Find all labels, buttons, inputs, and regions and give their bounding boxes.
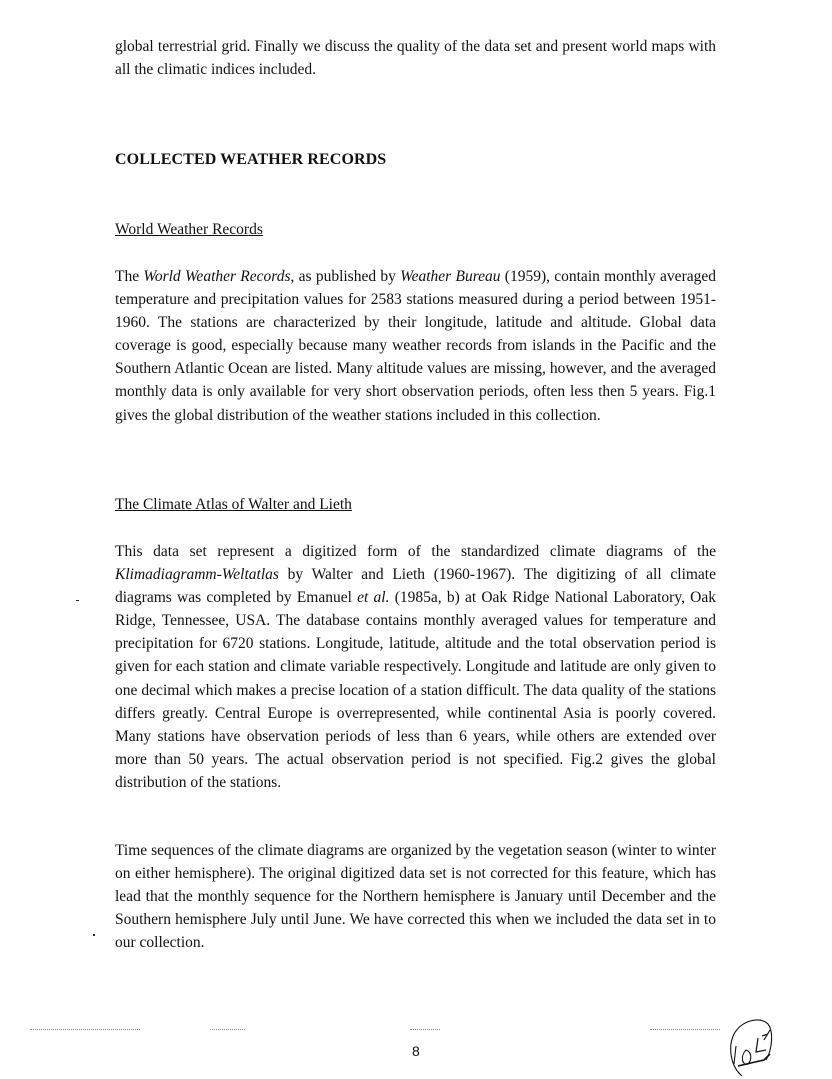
climate-atlas-paragraph-1 — [115, 540, 716, 794]
dotted-scan-line — [30, 1029, 140, 1031]
intro-paragraph: global terrestrial grid. Finally we discuss the quality of the data set and present world maps with all the climatic indices included. — [115, 38, 716, 79]
text-run: by Walter and Lieth (1960-1967). The digitizing of all climate diagrams was completed by Emanuel — [115, 566, 716, 607]
dotted-scan-line — [410, 1029, 440, 1031]
text-run: , as published by — [290, 268, 401, 285]
text-run: The — [115, 268, 144, 285]
italic-title-world-weather-records: World Weather Records — [143, 268, 291, 285]
subsection-heading-climate-atlas: The Climate Atlas of Walter and Lieth — [115, 496, 352, 513]
section-heading: COLLECTED WEATHER RECORDS — [115, 151, 387, 168]
climate-atlas-paragraph-2: Time sequences of the climate diagrams are organized by the vegetation season (winter to winter on either hemisphere). The original digitized data set is not corrected for this feature, which has lead that the monthly sequence for the Northern hemisphere is January until December and the Southern hemisphere July until June. We have corrected this when we included the data set in to our collection. — [115, 842, 716, 952]
dotted-scan-line — [650, 1029, 720, 1031]
italic-weather-bureau: Weather Bureau — [400, 268, 501, 285]
scan-speck — [93, 934, 95, 936]
dotted-scan-line — [210, 1029, 245, 1031]
scan-speck — [76, 600, 79, 601]
subsection-heading-world-weather-records: World Weather Records — [115, 221, 263, 238]
text-run: This data set represent a digitized form of the standardized climate diagrams of the — [115, 543, 716, 560]
italic-et-al: et al. — [357, 589, 390, 607]
page-number: 8 — [412, 1043, 420, 1059]
handwritten-mark-icon — [724, 1016, 784, 1078]
text-run: (1985a, b) at Oak Ridge National Laboratory, Oak Ridge, Tennessee, USA. The database contains monthly averaged values for temperature and precipitation for 6720 stations. Longitude, latitude, altitude and the total observation period is given for each station and climate variable respectively. Longitude and latitude are only given to one decimal which makes a precise location of a station difficult. The data quality of the stations differs greatly. Central Europe is overrepresented, while continental Asia is poorly covered. Many stations have observation periods of less than 6 years, while others are extended over more than 50 years. The actual observation period is not specified. Fig.2 gives the global distribution of the stations. — [115, 589, 716, 791]
world-weather-records-paragraph — [115, 265, 716, 427]
italic-klimadiagramm-weltatlas: Klimadiagramm-Weltatlas — [115, 566, 279, 584]
text-run: (1959), contain monthly averaged temperature and precipitation values for 2583 stations measured during a period between 1951-1960. The stations are characterized by their longitude, latitude and altitude. Global data coverage is good, especially because many weather records from islands in the Pacific and the Southern Atlantic Ocean are listed. Many altitude values are missing, however, and the averaged monthly data is only available for very short observation periods, often less then 5 years. Fig.1 gives the global distribution of the weather stations included in this collection. — [115, 268, 716, 424]
